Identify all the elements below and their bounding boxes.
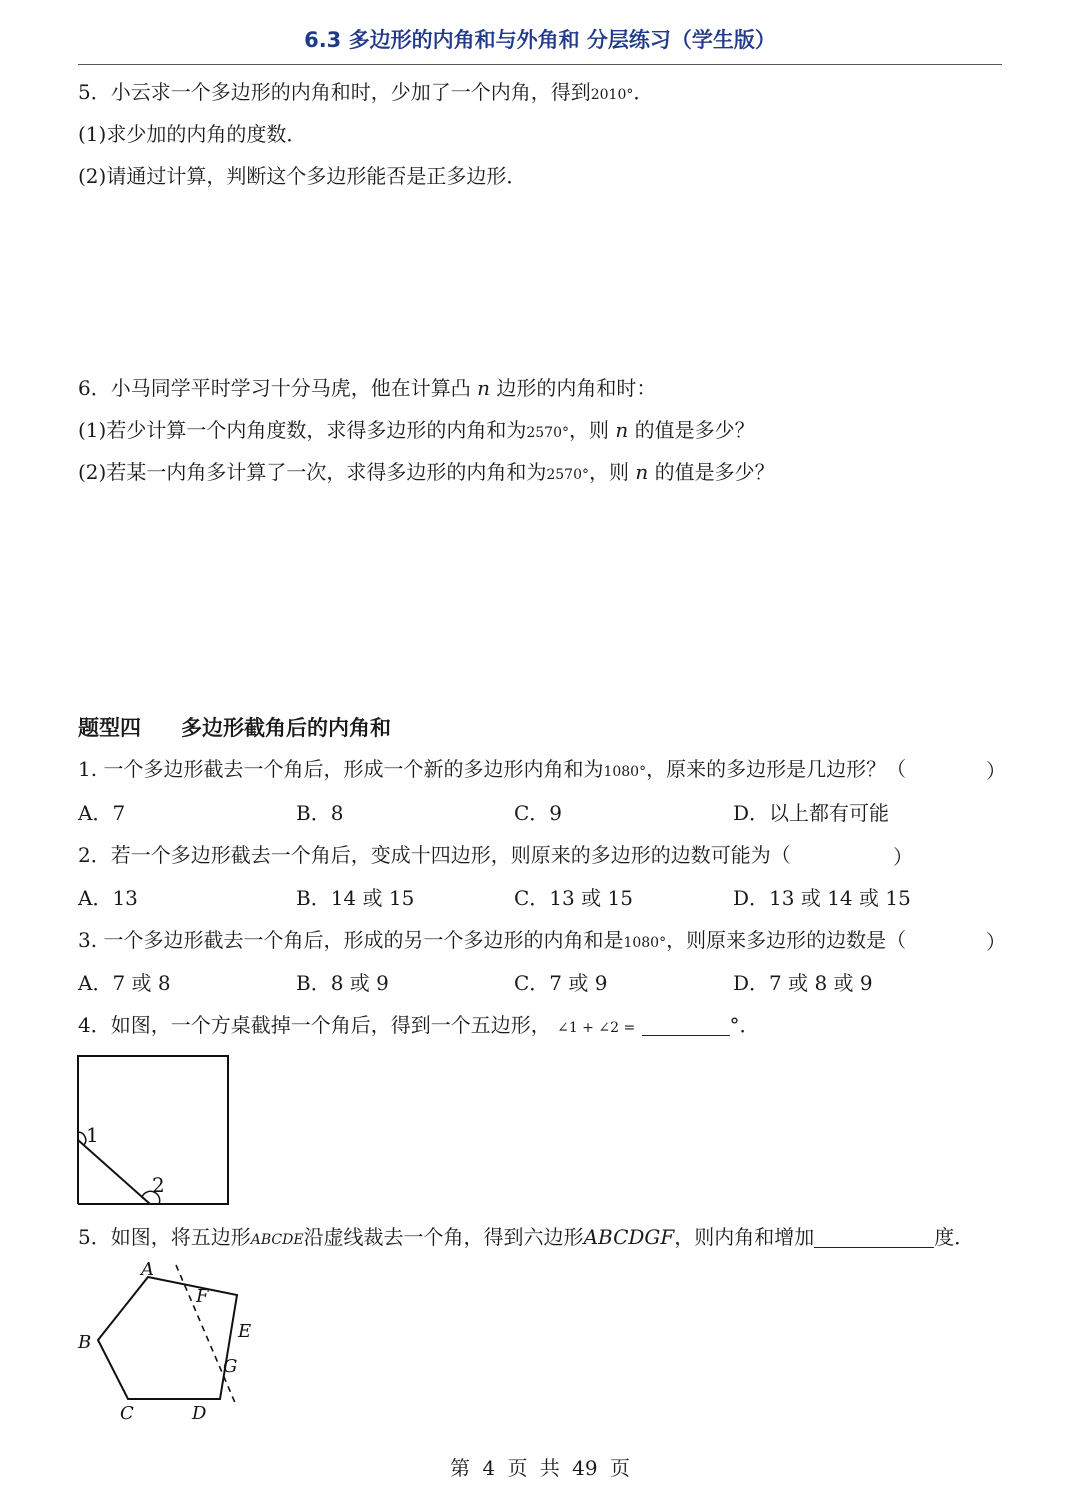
s3-paren-close: ） — [986, 930, 1006, 954]
q5-stem-value: 2010° — [590, 87, 634, 103]
q6-p1-text: (1)若少计算一个内角度数，求得多边形的内角和为 — [78, 418, 527, 442]
q6-p2-value: 2570° — [546, 467, 589, 483]
s2-paren-close: ） — [893, 845, 913, 869]
q6-p1-text-b: ，则 — [568, 418, 609, 442]
s2-option-a: A．13 — [78, 886, 138, 910]
s3-option-b: B．8 或 9 — [296, 971, 389, 995]
q5-part2: (2)请通过计算，判断这个多边形能否是正多边形． — [78, 164, 527, 188]
s4-cut-line — [78, 1140, 150, 1204]
q6-p1-var: n — [615, 418, 629, 442]
section-label: 题型四 — [78, 716, 141, 740]
s3-stem — [78, 926, 906, 957]
s5-stem-text-d: 度． — [934, 1225, 975, 1249]
page-footer: 第 4 页 共 49 页 — [450, 1456, 630, 1480]
s5-answer-blank — [814, 1225, 934, 1248]
q6-p2-text-b: ，则 — [588, 460, 629, 484]
s5-label-B: B — [78, 1332, 92, 1353]
s4-stem — [78, 1011, 760, 1042]
q6-part2 — [78, 458, 775, 489]
page-header-title: 6.3 多边形的内角和与外角和 分层练习（学生版） — [304, 28, 776, 52]
s1-stem-text-b: ，原来的多边形是几边形？（ — [646, 757, 907, 781]
q5-stem-text: 5．小云求一个多边形的内角和时，少加了一个内角，得到 — [78, 80, 591, 104]
s4-answer-blank — [642, 1013, 730, 1036]
s3-stem-text: 3. 一个多边形截去一个角后，形成的另一个多边形的内角和是 — [78, 928, 624, 952]
s5-stem-text: 5．如图，将五边形 — [78, 1225, 251, 1249]
section-title: 多边形截角后的内角和 — [181, 716, 391, 740]
q5-stem-end: ． — [633, 80, 654, 104]
s4-stem-text: 4．如图，一个方桌截掉一个角后，得到一个五边形， — [78, 1013, 551, 1037]
s4-stem-text-b: °． — [729, 1013, 760, 1037]
q6-p2-text-c: 的值是多少？ — [654, 460, 775, 484]
s5-label-G: G — [223, 1356, 238, 1377]
s5-stem — [78, 1223, 974, 1254]
s2-option-c: C．13 或 15 — [514, 886, 633, 910]
s4-label-1: 1 — [86, 1123, 99, 1147]
s5-label-E: E — [238, 1321, 252, 1342]
s2-stem: 2．若一个多边形截去一个角后，变成十四边形，则原来的多边形的边数可能为（ — [78, 843, 791, 867]
s1-paren-close: ） — [986, 759, 1006, 783]
q6-p1-value: 2570° — [526, 425, 569, 441]
q6-stem-var: n — [477, 376, 490, 400]
s3-option-c: C．7 或 9 — [514, 971, 608, 995]
s5-pentagon — [98, 1277, 237, 1399]
section-heading — [78, 712, 391, 742]
q5-stem — [78, 78, 653, 109]
s5-stem-text-c: ，则内角和增加 — [674, 1225, 815, 1249]
header-divider — [78, 64, 1002, 65]
s4-angle-expression: ∠1 + ∠2 = — [557, 1020, 636, 1036]
s5-shape1: ABCDE — [250, 1232, 304, 1248]
s1-stem-text: 1. 一个多边形截去一个角后，形成一个新的多边形内角和为 — [78, 757, 604, 781]
s4-square-figure — [70, 1050, 240, 1210]
q6-stem-text: 6．小马同学平时学习十分马虎，他在计算凸 — [78, 376, 471, 400]
s3-stem-value: 1080° — [623, 935, 667, 951]
s2-option-b: B．14 或 15 — [296, 886, 415, 910]
q6-stem — [78, 374, 656, 402]
s3-option-a: A．7 或 8 — [78, 971, 171, 995]
s3-stem-text-b: ，则原来多边形的边数是（ — [666, 928, 907, 952]
q5-part1: (1)求少加的内角的度数． — [78, 122, 307, 146]
s1-option-c: C．9 — [514, 801, 563, 825]
q6-part1 — [78, 416, 755, 447]
s5-label-D: D — [192, 1403, 207, 1424]
s1-stem — [78, 755, 906, 786]
s5-pentagon-figure — [70, 1255, 270, 1430]
s5-shape2: ABCDGF — [583, 1225, 675, 1249]
s5-label-A: A — [141, 1259, 154, 1280]
s1-option-a: A．7 — [78, 801, 126, 825]
s4-label-2: 2 — [152, 1173, 165, 1197]
s3-option-d: D．7 或 8 或 9 — [733, 971, 873, 995]
q6-p2-text: (2)若某一内角多计算了一次，求得多边形的内角和为 — [78, 460, 547, 484]
s5-stem-text-b: 沿虚线裁去一个角，得到六边形 — [303, 1225, 584, 1249]
s2-option-d: D．13 或 14 或 15 — [733, 886, 911, 910]
s1-stem-value: 1080° — [603, 764, 647, 780]
s1-option-b: B．8 — [296, 801, 344, 825]
s1-option-d: D．以上都有可能 — [733, 801, 890, 825]
q6-stem-text-b: 边形的内角和时： — [496, 376, 657, 400]
q6-p2-var: n — [635, 460, 649, 484]
s5-label-F: F — [196, 1286, 209, 1307]
q6-p1-text-c: 的值是多少？ — [634, 418, 755, 442]
s5-label-C: C — [120, 1403, 134, 1424]
